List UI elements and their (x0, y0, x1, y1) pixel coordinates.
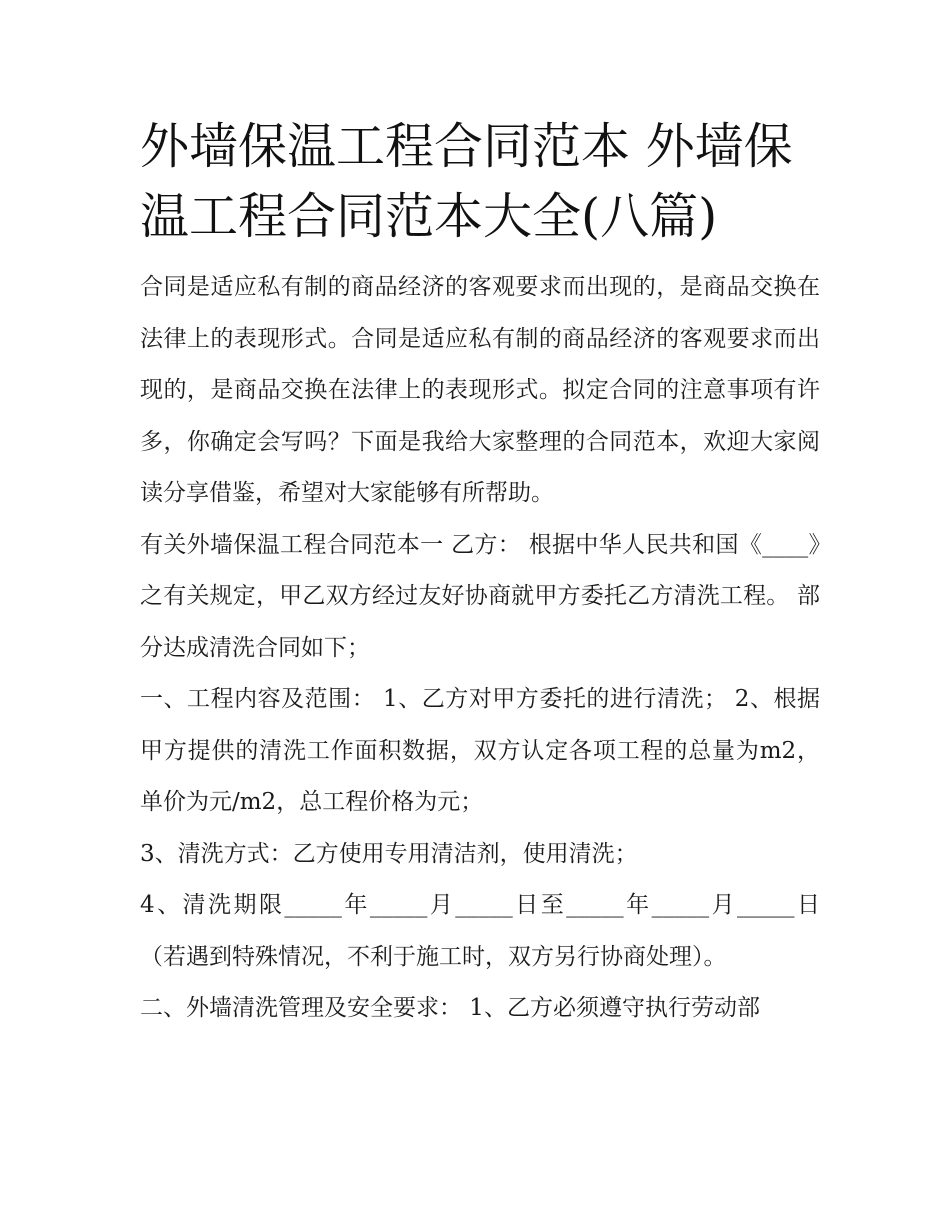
paragraph-scope: 一、工程内容及范围： 1、乙方对甲方委托的进行清洗； 2、根据甲方提供的清洗工作面积数据，双方认定各项工程的总量为m2，单价为元/m2，总工程价格为元； (140, 686, 820, 815)
document-page (140, 112, 820, 1035)
document-title: 外墙保温工程合同范本 外墙保温工程合同范本大全(八篇) (140, 118, 793, 245)
paragraph-intro: 合同是适应私有制的商品经济的客观要求而出现的，是商品交换在法律上的表现形式。合同是适应私有制的商品经济的客观要求而出现的，是商品交换在法律上的表现形式。拟定合同的注意事项有许多，你确定会写吗？下面是我给大家整理的合同范本，欢迎大家阅读分享借鉴，希望对大家能够有所帮助。 (140, 274, 820, 506)
paragraph-cleaning-method: 3、清洗方式：乙方使用专用清洁剂，使用清洗； (140, 840, 638, 867)
paragraph-safety-requirements: 二、外墙清洗管理及安全要求： 1、乙方必须遵守执行劳动部 (140, 995, 760, 1021)
paragraph-cleaning-period: 4、清洗期限_____年_____月_____日至_____年_____月_____日（若遇到特殊情况，不利于施工时，双方另行协商处理）。 (140, 892, 820, 970)
document-body (140, 262, 820, 1035)
paragraph-contract-one: 有关外墙保温工程合同范本一 乙方： 根据中华人民共和国《____》之有关规定，甲乙双方经过友好协商就甲方委托乙方清洗工程。 部分达成清洗合同如下； (140, 531, 820, 661)
